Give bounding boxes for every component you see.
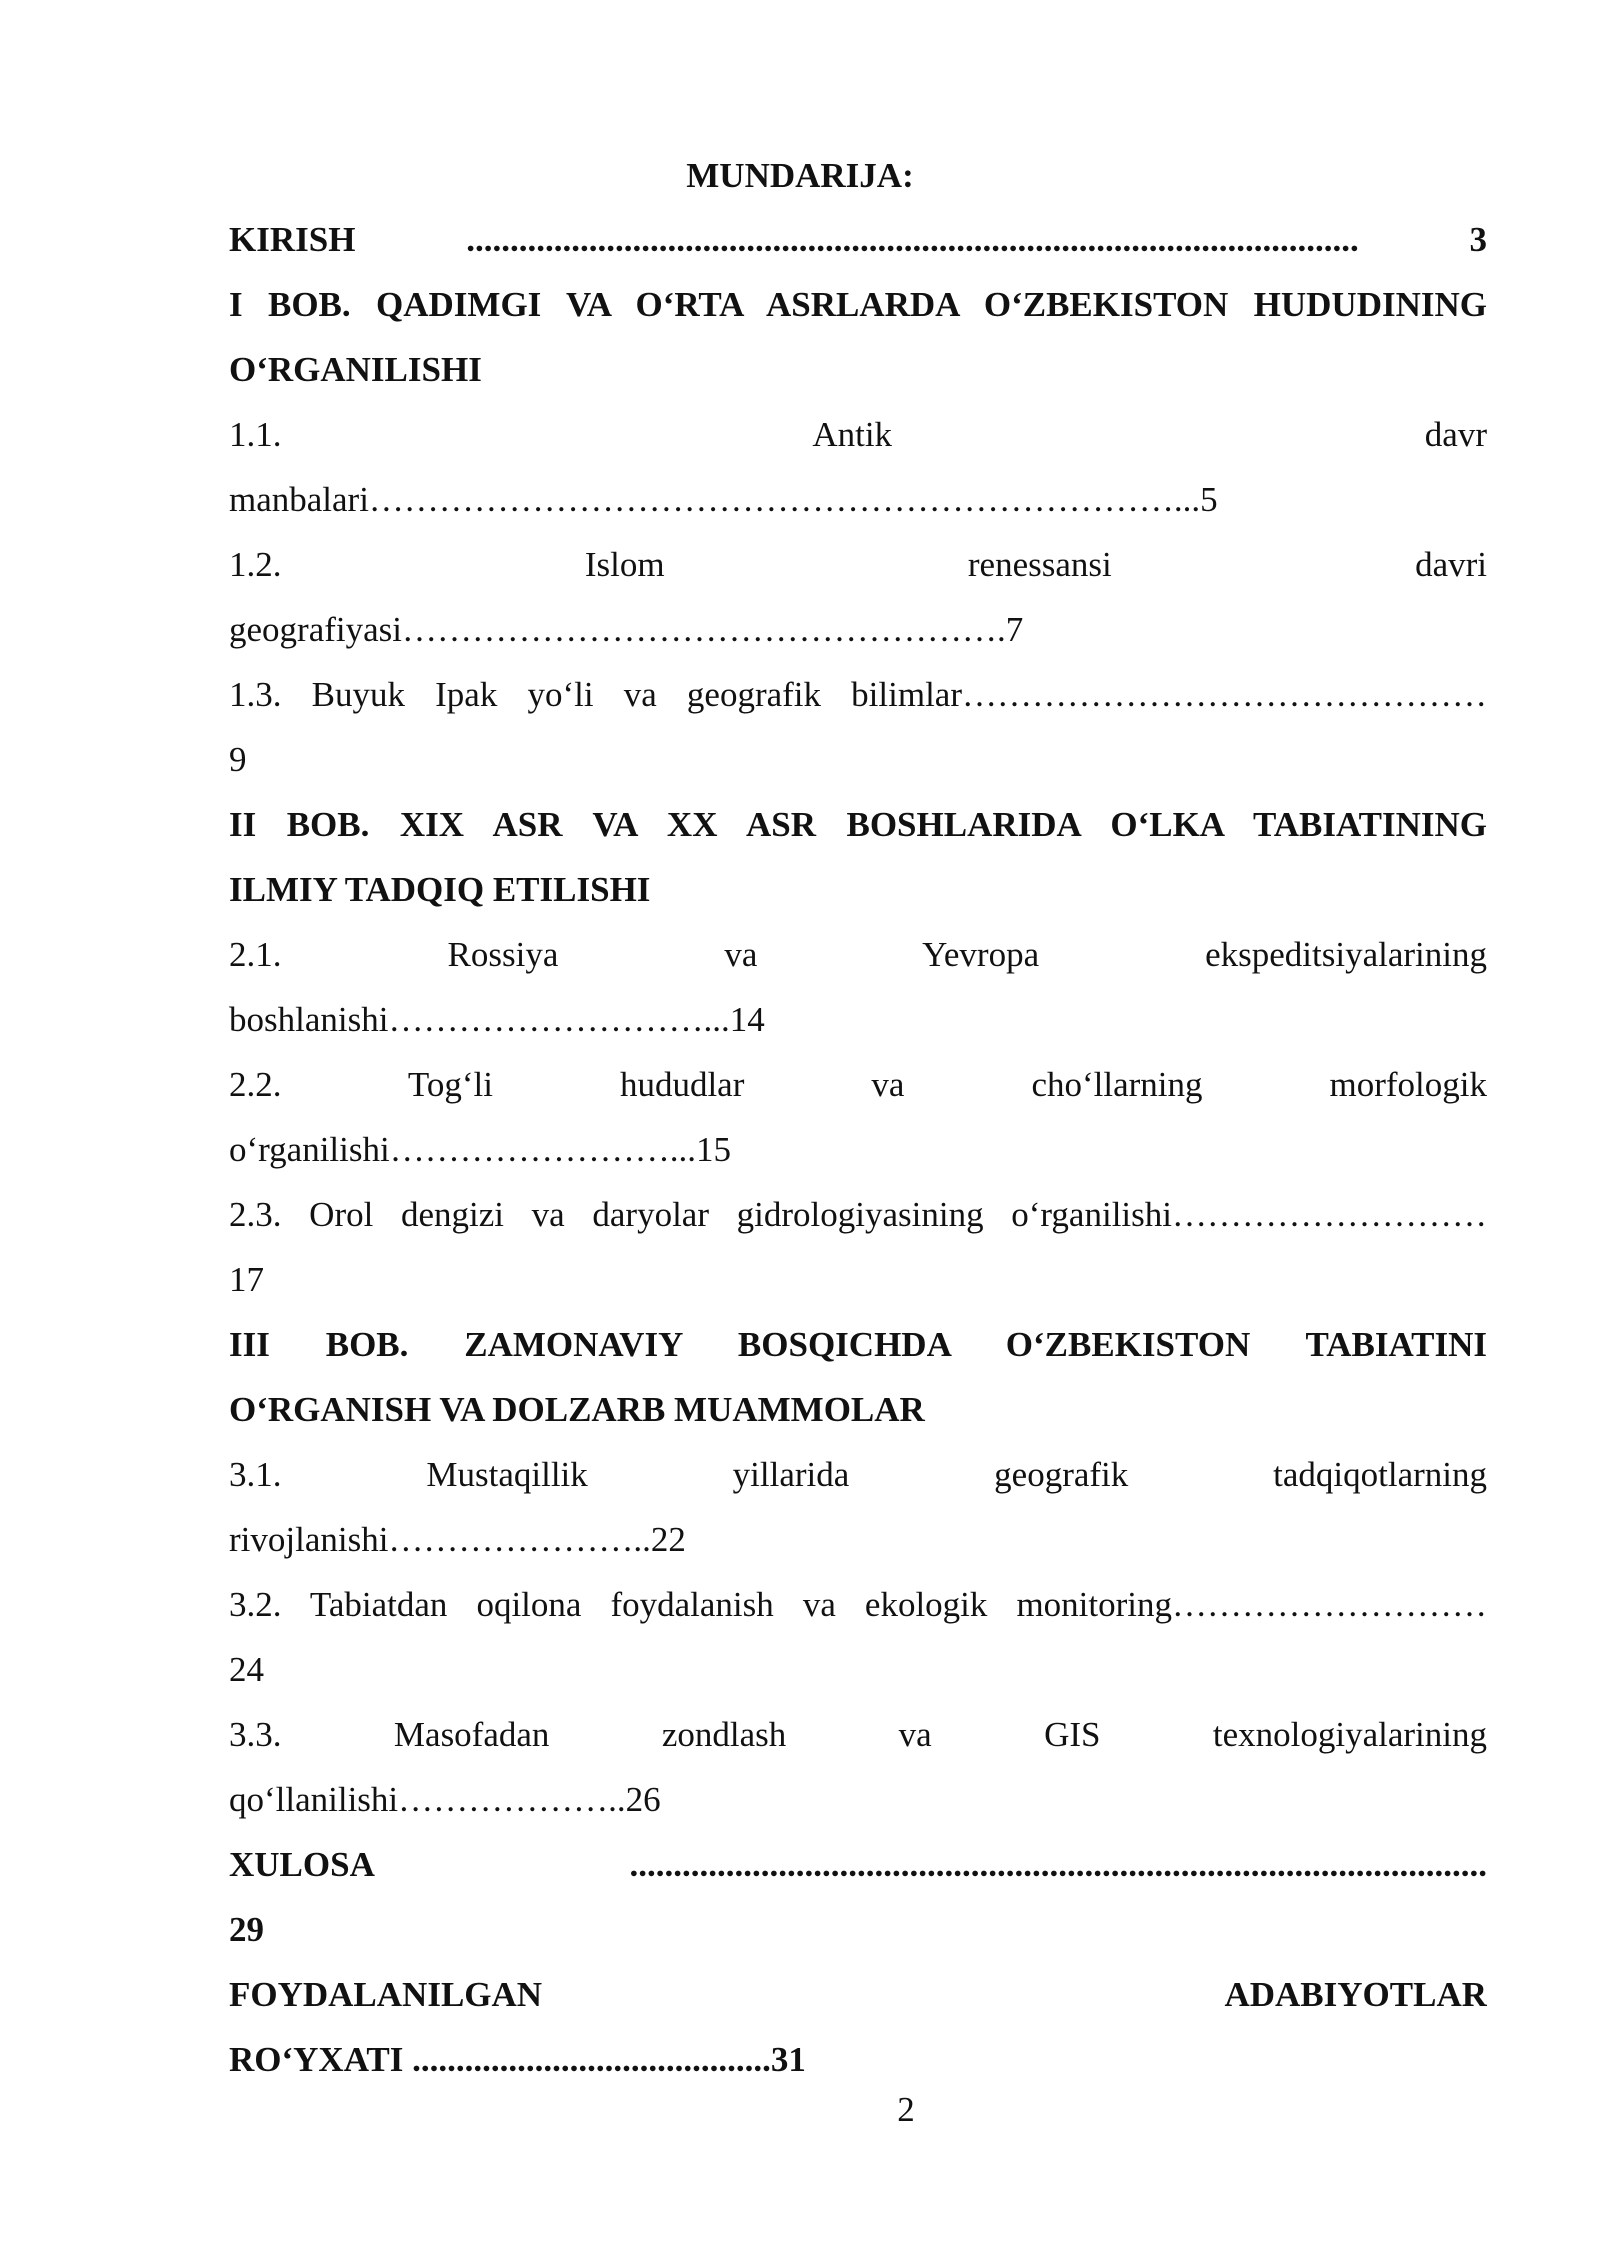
toc-entry-references: FOYDALANILGAN ADABIYOTLAR [229,1975,1487,2014]
toc-chapter-3-title-cont: O‘RGANISH VA DOLZARB MUAMMOLAR [229,1390,925,1429]
toc-entry-1-1-cont: manbalari……………………………………………………………...5 [229,480,1218,519]
toc-entry-3-3: 3.3. Masofadan zondlash va GIS texnologiyalarining [229,1715,1487,1754]
toc-entry-2-1: 2.1. Rossiya va Yevropa ekspeditsiyalarining [229,935,1487,974]
toc-chapter-2-title-cont: ILMIY TADQIQ ETILISHI [229,870,651,909]
toc-entry-1-3-page: 9 [229,740,247,779]
toc-entry-3-1: 3.1. Mustaqillik yillarida geografik tadqiqotlarning [229,1455,1487,1494]
toc-entry-3-1-cont: rivojlanishi…………………..22 [229,1520,686,1559]
toc-entry-references-cont: RO‘YXATI .........................................31 [229,2040,806,2079]
toc-entry-2-2: 2.2. Tog‘li hududlar va cho‘llarning morfologik [229,1065,1487,1104]
page-number: 2 [897,2090,915,2129]
toc-entry-3-3-cont: qo‘llanilishi………………..26 [229,1780,661,1819]
toc-entry-2-3-page: 17 [229,1260,264,1299]
toc-chapter-1-title: I BOB. QADIMGI VA O‘RTA ASRLARDA O‘ZBEKISTON HUDUDINING [229,285,1487,324]
toc-entry-2-2-cont: o‘rganilishi……………………...15 [229,1130,731,1169]
toc-chapter-1-title-cont: O‘RGANILISHI [229,350,482,389]
toc-entry-3-2-page: 24 [229,1650,264,1689]
toc-title: MUNDARIJA: [686,156,914,195]
toc-entry-1-2: 1.2. Islom renessansi davri [229,545,1487,584]
toc-entry-xulosa-page: 29 [229,1910,264,1949]
toc-entry-1-3: 1.3. Buyuk Ipak yo‘li va geografik bilimlar……………………………………… [229,675,1487,714]
toc-entry-1-1: 1.1. Antik davr [229,415,1487,454]
toc-chapter-2-title: II BOB. XIX ASR VA XX ASR BOSHLARIDA O‘LKA TABIATINING [229,805,1487,844]
toc-entry-kirish: KIRISH ...................................................................................................... 3 [229,220,1487,259]
toc-entry-2-1-cont: boshlanishi………………………...14 [229,1000,765,1039]
toc-entry-3-2: 3.2. Tabiatdan oqilona foydalanish va ekologik monitoring……………………… [229,1585,1487,1624]
toc-entry-xulosa: XULOSA .................................................................................................. [229,1845,1487,1884]
toc-chapter-3-title: III BOB. ZAMONAVIY BOSQICHDA O‘ZBEKISTON TABIATINI [229,1325,1487,1364]
toc-entry-1-2-cont: geografiyasi…………………………………………….7 [229,610,1024,649]
toc-entry-2-3: 2.3. Orol dengizi va daryolar gidrologiyasining o‘rganilishi……………………… [229,1195,1487,1234]
